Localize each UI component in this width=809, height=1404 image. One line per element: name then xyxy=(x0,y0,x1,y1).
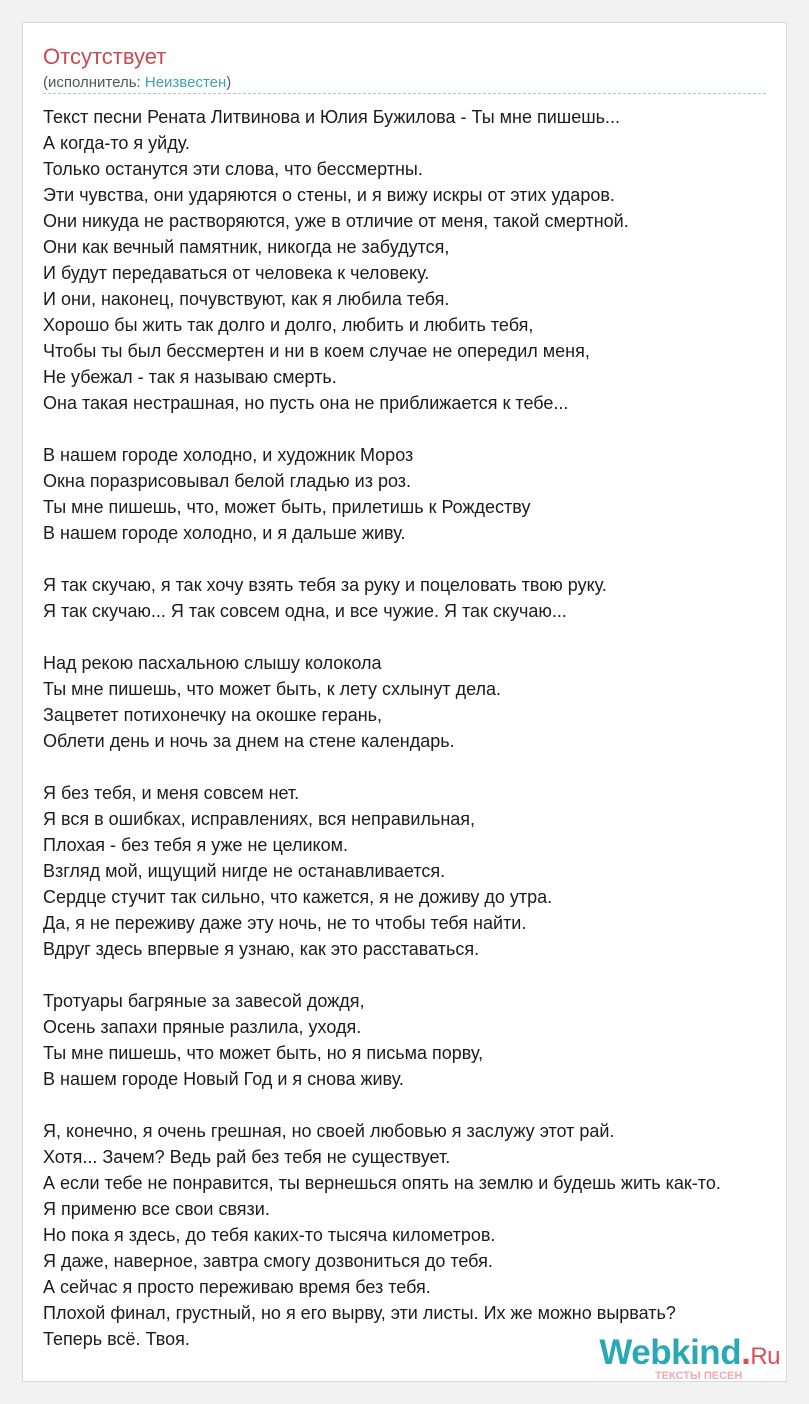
stanza-gap xyxy=(43,416,787,442)
lyric-line: Она такая нестрашная, но пусть она не приближается к тебе... xyxy=(43,393,569,413)
lyric-line: Я даже, наверное, завтра смогу дозвониться до тебя. xyxy=(43,1251,493,1271)
lyric-line: Осень запахи пряные разлила, уходя. xyxy=(43,1017,362,1037)
lyric-line: Я вся в ошибках, исправлениях, вся неправильная, xyxy=(43,809,476,829)
lyric-line: Они как вечный памятник, никогда не забудутся, xyxy=(43,237,450,257)
lyric-line: Окна поразрисовывал белой гладью из роз. xyxy=(43,471,412,491)
lyric-line: Текст песни Рената Литвинова и Юлия Бужилова - Ты мне пишешь... xyxy=(43,107,621,127)
lyric-line: В нашем городе Новый Год и я снова живу. xyxy=(43,1069,404,1089)
lyric-line: Хорошо бы жить так долго и долго, любить и любить тебя, xyxy=(43,315,534,335)
lyric-line: Взгляд мой, ищущий нигде не останавливается. xyxy=(43,861,446,881)
lyric-line: Зацветет потихонечку на окошке герань, xyxy=(43,705,383,725)
artist-suffix: ) xyxy=(226,74,232,91)
lyric-line: Чтобы ты был бессмертен и ни в коем случае не опередил меня, xyxy=(43,341,590,361)
lyric-line: Над рекою пасхальною слышу колокола xyxy=(43,653,382,673)
lyric-line: Вдруг здесь впервые я узнаю, как это расставаться. xyxy=(43,939,480,959)
lyric-line: Хотя... Зачем? Ведь рай без тебя не существует. xyxy=(43,1147,451,1167)
lyric-line: Теперь всё. Твоя. xyxy=(43,1329,190,1349)
stanza-gap xyxy=(43,1092,787,1118)
site-logo[interactable] xyxy=(593,1333,787,1382)
stanza-gap xyxy=(43,754,787,780)
lyric-line: А когда-то я уйду. xyxy=(43,133,190,153)
lyric-line: А сейчас я просто переживаю время без тебя. xyxy=(43,1277,431,1297)
logo-tld: Ru xyxy=(750,1343,780,1370)
lyric-line: Только останутся эти слова, что бессмертны. xyxy=(43,159,423,179)
lyric-line: Ты мне пишешь, что может быть, но я письма порву, xyxy=(43,1043,484,1063)
lyrics-body xyxy=(43,104,787,1352)
logo-dot: . xyxy=(741,1333,751,1372)
lyric-line: Да, я не переживу даже эту ночь, не то чтобы тебя найти. xyxy=(43,913,527,933)
lyric-line: Я применю все свои связи. xyxy=(43,1199,270,1219)
lyric-line: И будут передаваться от человека к человеку. xyxy=(43,263,430,283)
divider xyxy=(43,93,766,94)
lyric-line: Но пока я здесь, до тебя каких-то тысяча километров. xyxy=(43,1225,496,1245)
lyric-line: Плохая - без тебя я уже не целиком. xyxy=(43,835,348,855)
lyric-line: В нашем городе холодно, и художник Мороз xyxy=(43,445,414,465)
song-title: Отсутствует xyxy=(43,44,167,69)
lyric-line: Сердце стучит так сильно, что кажется, я не доживу до утра. xyxy=(43,887,553,907)
lyric-line: Ты мне пишешь, что, может быть, прилетишь к Рождеству xyxy=(43,497,531,517)
lyric-line: Тротуары багряные за завесой дождя, xyxy=(43,991,365,1011)
lyric-line: В нашем городе холодно, и я дальше живу. xyxy=(43,523,406,543)
lyrics-card xyxy=(22,22,787,1382)
lyric-line: Плохой финал, грустный, но я его вырву, эти листы. Их же можно вырвать? xyxy=(43,1303,676,1323)
lyric-line: Я, конечно, я очень грешная, но своей любовью я заслужу этот рай. xyxy=(43,1121,615,1141)
lyric-line: Ты мне пишешь, что может быть, к лету схлынут дела. xyxy=(43,679,502,699)
logo-name: Webkind xyxy=(599,1333,742,1372)
lyric-line: Они никуда не растворяются, уже в отличие от меня, такой смертной. xyxy=(43,211,629,231)
lyric-line: Я так скучаю... Я так совсем одна, и все чужие. Я так скучаю... xyxy=(43,601,567,621)
lyric-line: Я так скучаю, я так хочу взять тебя за руку и поцеловать твою руку. xyxy=(43,575,607,595)
lyric-line: Облети день и ночь за днем на стене календарь. xyxy=(43,731,455,751)
artist-line xyxy=(43,73,231,93)
logo-tagline: ТЕКСТЫ ПЕСЕН xyxy=(655,1370,743,1382)
stanza-gap xyxy=(43,546,787,572)
lyric-line: А если тебе не понравится, ты вернешься опять на землю и будешь жить как-то. xyxy=(43,1173,721,1193)
lyric-line: Я без тебя, и меня совсем нет. xyxy=(43,783,300,803)
lyric-line: Не убежал - так я называю смерть. xyxy=(43,367,337,387)
lyric-line: Эти чувства, они ударяются о стены, и я вижу искры от этих ударов. xyxy=(43,185,615,205)
artist-prefix: (исполнитель: xyxy=(43,74,145,91)
lyric-line: И они, наконец, почувствуют, как я любила тебя. xyxy=(43,289,450,309)
artist-link[interactable]: Неизвестен xyxy=(144,74,227,91)
stanza-gap xyxy=(43,624,787,650)
stanza-gap xyxy=(43,962,787,988)
